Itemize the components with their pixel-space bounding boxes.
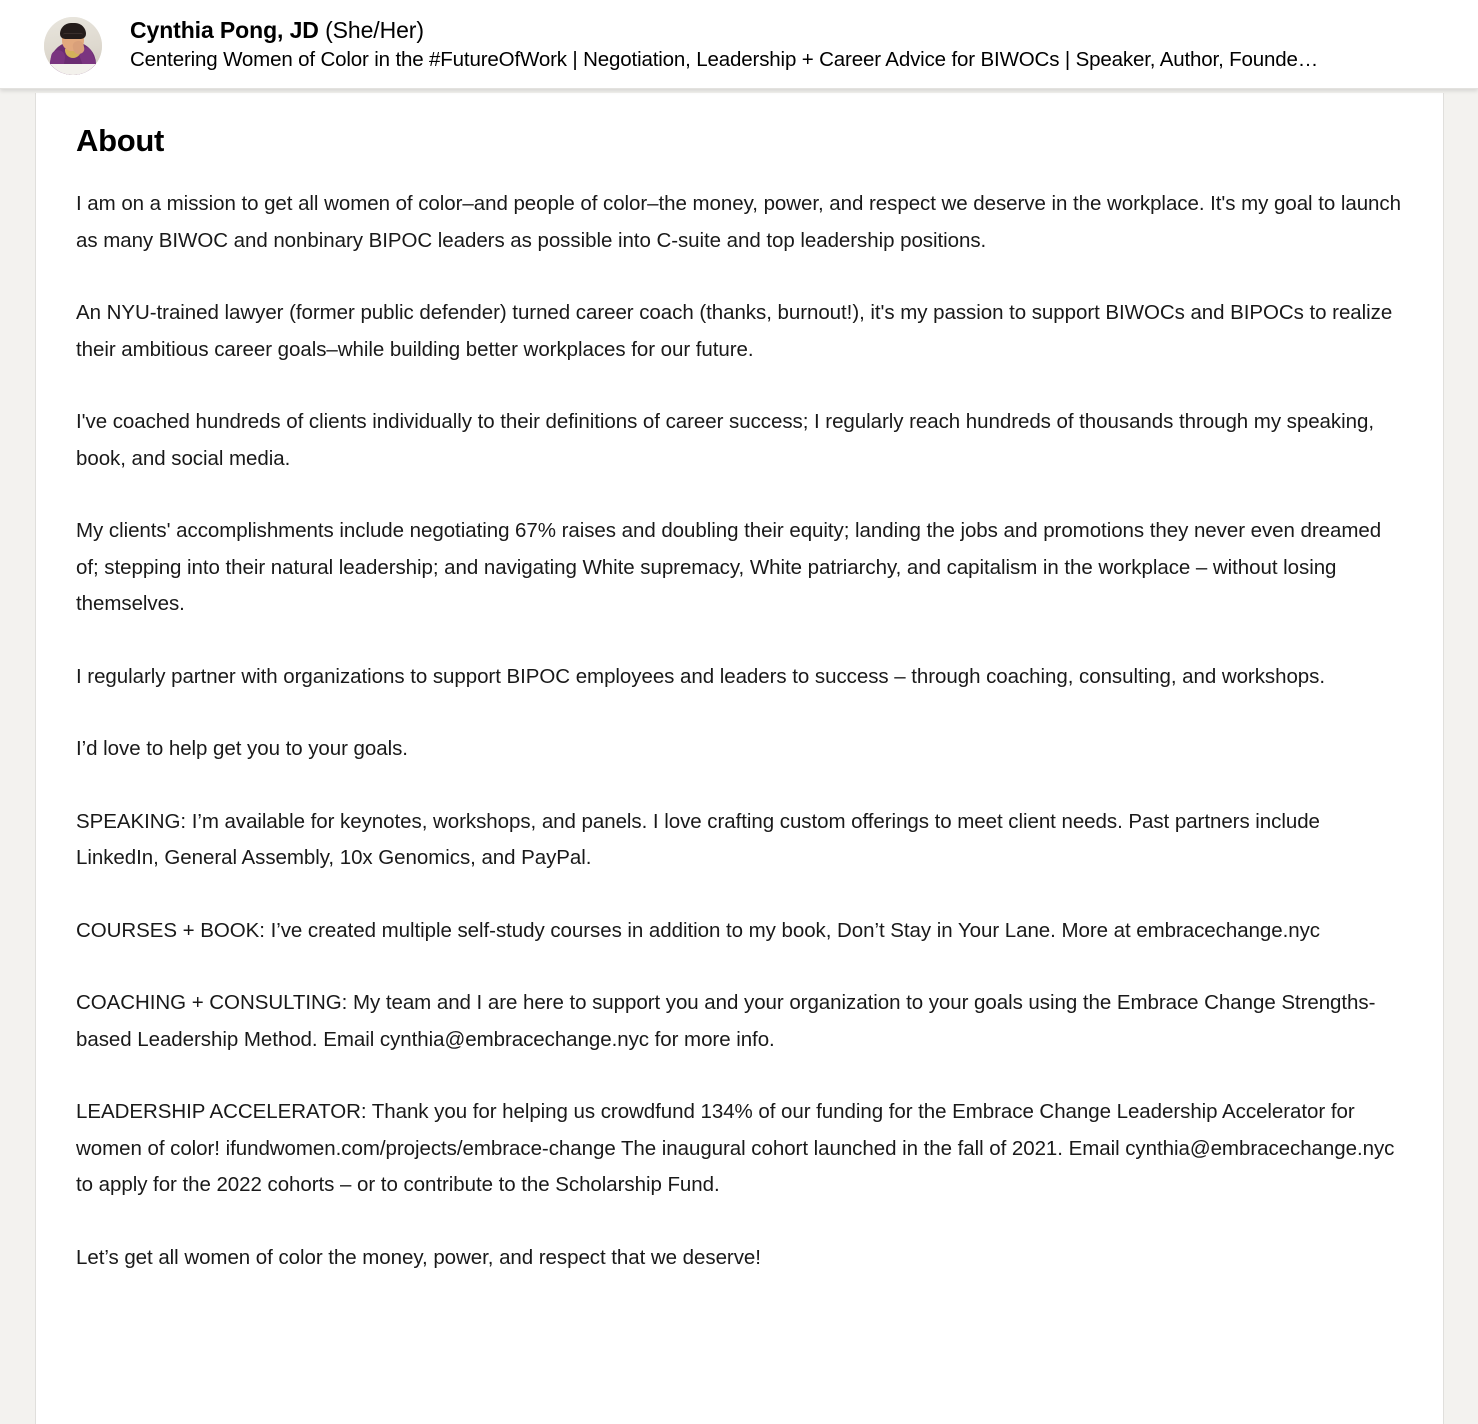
profile-pronouns: (She/Her)	[325, 17, 424, 43]
about-card	[35, 93, 1444, 1424]
about-paragraph: Let’s get all women of color the money, power, and respect that we deserve!	[76, 1245, 761, 1269]
about-paragraph: COURSES + BOOK: I’ve created multiple self-study courses in addition to my book, Don’t Stay in Your Lane. More at embracechange.nyc	[76, 918, 1321, 942]
profile-headline: Centering Women of Color in the #FutureOfWork | Negotiation, Leadership + Career Advice for BIWOCs | Speaker, Author, Founde…	[130, 48, 1319, 71]
profile-sticky-header	[0, 0, 1478, 89]
about-paragraph: LEADERSHIP ACCELERATOR: Thank you for helping us crowdfund 134% of our funding for the Embrace Change Leadership Accelerator for women of color! ifundwomen.com/projects/embrace-change The inaugural cohort launched in the fall of 2021. Email cynthia@embracechange.nyc to apply for the 2022 cohorts – or to contribute to the Scholarship Fund.	[76, 1100, 1395, 1196]
about-paragraph: COACHING + CONSULTING: My team and I are here to support you and your organization to your goals using the Embrace Change Strengths-based Leadership Method. Email cynthia@embracechange.nyc for more info.	[76, 991, 1376, 1051]
profile-identity	[130, 15, 1318, 74]
about-text-body	[76, 186, 1401, 1276]
page-title: About	[76, 123, 165, 158]
avatar-glasses	[63, 33, 83, 39]
about-paragraph: An NYU-trained lawyer (former public defender) turned career coach (thanks, burnout!), it's my passion to support BIWOCs and BIPOCs to realize their ambitious career goals–while building better workplaces for our future.	[76, 301, 1393, 361]
about-paragraph: I regularly partner with organizations to support BIPOC employees and leaders to success – through coaching, consulting, and workshops.	[76, 664, 1325, 688]
about-paragraph: I am on a mission to get all women of color–and people of color–the money, power, and respect we deserve in the workplace. It's my goal to launch as many BIWOC and nonbinary BIPOC leaders as possible into C-suite and top leadership positions.	[76, 192, 1401, 252]
about-paragraph: SPEAKING: I’m available for keynotes, workshops, and panels. I love crafting custom offerings to meet client needs. Past partners include LinkedIn, General Assembly, 10x Genomics, and PayPal.	[76, 809, 1320, 869]
about-paragraph: My clients' accomplishments include negotiating 67% raises and doubling their equity; landing the jobs and promotions they never even dreamed of; stepping into their natural leadership; and navigating White supremacy, White patriarchy, and capitalism in the workplace – without losing themselves.	[76, 519, 1382, 615]
about-card-inner	[36, 93, 1443, 1276]
profile-name-line	[130, 15, 1318, 45]
profile-name: Cynthia Pong, JD	[130, 17, 319, 43]
about-paragraph: I've coached hundreds of clients individually to their definitions of career success; I regularly reach hundreds of thousands through my speaking, book, and social media.	[76, 410, 1374, 470]
avatar-foreground	[44, 64, 102, 75]
about-paragraph: I’d love to help get you to your goals.	[76, 737, 408, 760]
avatar[interactable]	[44, 17, 102, 75]
